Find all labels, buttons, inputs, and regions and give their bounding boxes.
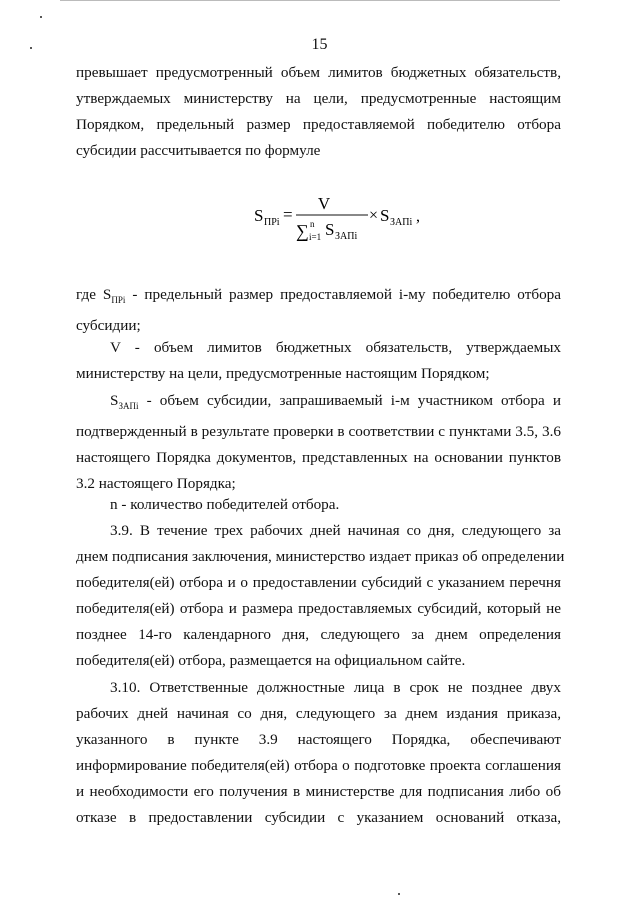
definition-szapi xyxy=(76,388,561,497)
scan-edge-line xyxy=(60,0,560,1)
symbol-subscript: ЗАПi xyxy=(118,401,139,412)
text-line: позднее 14-го календарного дня, следующего за днем определения xyxy=(76,626,561,643)
formula-rhs: S xyxy=(380,206,390,225)
text-line: субсидии; xyxy=(76,317,141,335)
text-line: утверждаемых министерству на цели, предусмотренные настоящим xyxy=(76,90,561,107)
definition-text: - объем субсидии, запрашиваемый i-м участником отбора и xyxy=(138,392,561,409)
text-line: субсидии рассчитывается по формуле xyxy=(76,142,321,159)
definition-v xyxy=(76,335,561,387)
text-line: V - объем лимитов бюджетных обязательств, утверждаемых xyxy=(110,339,561,356)
sum-symbol: ∑ xyxy=(296,221,309,241)
text-line: победителя(ей) отбора, размещается на официальном сайте. xyxy=(76,652,466,669)
formula-lhs-subscript: ПРi xyxy=(264,217,280,228)
text-line: подтвержденный в результате проверки в соответствии с пунктами 3.5, 3.6 xyxy=(76,423,561,441)
definition-spri xyxy=(76,282,561,339)
text-line: 3.2 настоящего Порядка; xyxy=(76,475,236,493)
formula-rhs-subscript: ЗАПi xyxy=(390,217,413,228)
text-line xyxy=(76,388,561,419)
text-line: n - количество победителей отбора. xyxy=(110,496,340,513)
text-line: отказе в предоставлении субсидии с указанием оснований отказа, xyxy=(76,809,561,826)
definition-text: - предельный размер предоставляемой i-му победителю отбора xyxy=(125,286,561,303)
page-number: 15 xyxy=(311,36,328,53)
text-line: где $S_{ПРi}$ - предельный размер предоставляемой i-му победителю отбора xyxy=(76,286,561,306)
formula-denominator: S xyxy=(325,220,335,239)
formula-equals: = xyxy=(283,205,293,224)
text-line: информирование победителя(ей) отбора о подготовке проекта соглашения xyxy=(76,757,561,774)
formula-comma: , xyxy=(416,208,420,225)
symbol-s: S xyxy=(110,392,119,409)
paragraph-3-9 xyxy=(76,518,565,674)
formula-denominator-subscript: ЗАПi xyxy=(335,231,358,242)
paragraph-3-10 xyxy=(76,675,561,831)
text-line: 3.10. Ответственные должностные лица в срок не позднее двух xyxy=(110,679,561,696)
text-line: министерству на цели, предусмотренные настоящим Порядком; xyxy=(76,365,490,382)
text-line: днем подписания заключения, министерство издает приказ об определении xyxy=(76,548,565,565)
text-line: настоящего Порядка документов, представленных на основании пунктов xyxy=(76,449,561,467)
symbol-subscript: ПРi xyxy=(111,295,126,306)
text-line: победителя(ей) отбора и о предоставлении субсидий с указанием перечня xyxy=(76,574,561,591)
text-line: 3.9. В течение трех рабочих дней начиная со дня, следующего за xyxy=(110,522,561,539)
text-line: рабочих дней начиная со дня, следующего за днем издания приказа, xyxy=(76,705,561,722)
text-line: победителя(ей) отбора и размера предоставляемых субсидий, который не xyxy=(76,600,561,617)
symbol-s: S xyxy=(102,286,112,303)
text-line: указанного в пункте 3.9 настоящего Порядка, обеспечивают xyxy=(76,731,561,748)
formula-lhs: S xyxy=(254,206,264,225)
sum-lower-limit: i=1 xyxy=(309,232,322,242)
formula-numerator: V xyxy=(317,194,331,213)
scan-speck xyxy=(398,893,400,895)
formula-times: × xyxy=(369,207,379,224)
intro-paragraph xyxy=(76,60,561,164)
scan-speck xyxy=(40,16,42,18)
text-line: превышает предусмотренный объем лимитов бюджетных обязательств, xyxy=(76,64,561,81)
sum-upper-limit: n xyxy=(310,219,315,229)
text-line: Порядком, предельный размер предоставляемой победителю отбора xyxy=(76,116,561,133)
definition-n xyxy=(76,492,561,518)
text-line: и необходимости его получения в министерстве для подписания либо об xyxy=(76,783,561,800)
formula xyxy=(254,190,454,250)
